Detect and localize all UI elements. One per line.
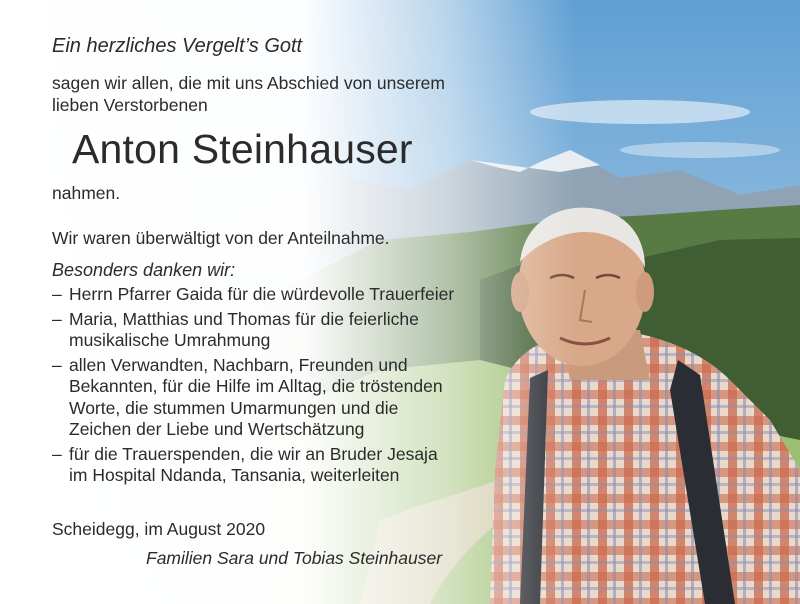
place-date: Scheidegg, im August 2020: [52, 519, 266, 539]
dash-bullet: –: [52, 443, 62, 464]
thanks-line: im Hospital Ndanda, Tansania, weiterleiten: [69, 465, 400, 485]
thanks-item: [52, 284, 454, 306]
thanks-heading: Besonders danken wir:: [52, 260, 236, 280]
intro-end: nahmen.: [52, 183, 121, 203]
thanks-line: Herrn Pfarrer Gaida für die würdevolle Trauerfeier: [69, 284, 455, 304]
dash-bullet: –: [52, 284, 62, 304]
thanks-item: [52, 444, 454, 487]
thanks-line: für die Trauerspenden, die wir an Bruder Jesaja: [69, 443, 438, 464]
thanks-line: musikalische Umrahmung: [69, 330, 271, 350]
thanks-line: Zeichen der Liebe und Wertschätzung: [69, 419, 365, 439]
intro-line: lieben Verstorbenen: [52, 94, 208, 115]
heading: Ein herzliches Vergelt’s Gott: [52, 35, 303, 57]
dash-bullet: –: [52, 354, 62, 375]
thanks-item: [52, 309, 454, 352]
thanks-line: Maria, Matthias und Thomas für die feierliche: [69, 308, 419, 329]
thanks-item: [52, 355, 454, 441]
thanks-line: Worte, die stummen Umarmungen und die: [69, 397, 399, 418]
intro-line: sagen wir allen, die mit uns Abschied von unserem: [52, 73, 445, 93]
thanks-line: Bekannten, für die Hilfe im Alltag, die tröstenden: [69, 376, 443, 396]
intro-text: [52, 73, 445, 116]
signature: Familien Sara und Tobias Steinhauser: [146, 548, 443, 568]
dash-bullet: –: [52, 308, 62, 329]
deceased-name: Anton Steinhauser: [72, 126, 413, 172]
thanks-list: [52, 284, 454, 490]
overwhelmed-text: Wir waren überwältigt von der Anteilnahme.: [52, 228, 390, 248]
thanks-line: allen Verwandten, Nachbarn, Freunden und: [69, 354, 408, 375]
